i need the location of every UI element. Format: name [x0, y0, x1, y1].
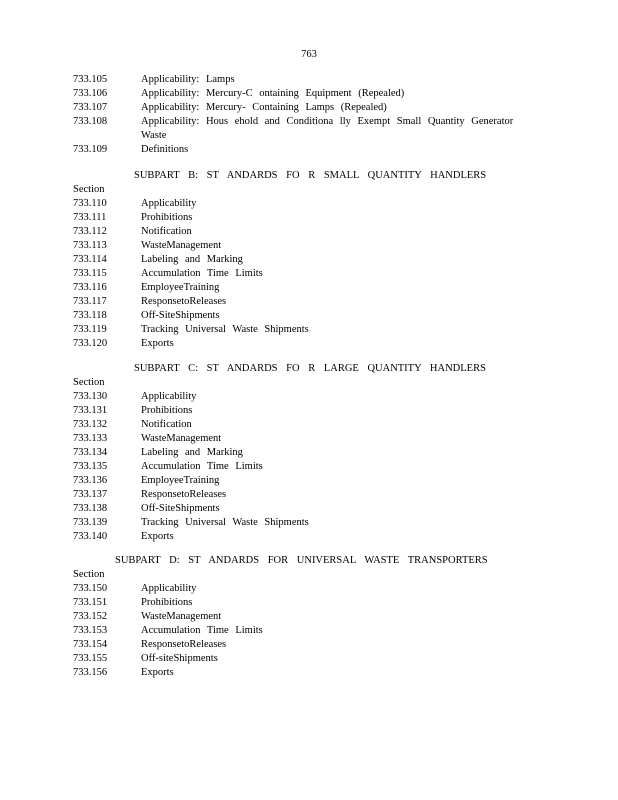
subpart-heading: SUBPART C: ST ANDARDS FO R LARGE QUANTITY HANDLERS — [134, 363, 486, 374]
toc-entry — [0, 73, 618, 87]
section-number: 733.120 — [73, 338, 108, 349]
toc-entry — [0, 460, 618, 474]
toc-entry — [0, 197, 618, 211]
toc-entry — [0, 281, 618, 295]
section-title: ResponsetoReleases — [141, 489, 227, 500]
section-title: Exports — [141, 667, 174, 678]
toc-entry — [0, 115, 618, 143]
section-title: Tracking Universal Waste Shipments — [141, 324, 309, 335]
section-number: 733.150 — [73, 583, 108, 594]
section-title: EmployeeTraining — [141, 475, 220, 486]
page-number: 763 — [301, 49, 317, 60]
section-number: 733.107 — [73, 102, 108, 113]
section-number: 733.105 — [73, 74, 108, 85]
subpart-b — [0, 169, 618, 351]
section-title: Accumulation Time Limits — [141, 461, 263, 472]
toc-entry — [0, 101, 618, 115]
section-number: 733.132 — [73, 419, 108, 430]
section-title: Labeling and Marking — [141, 447, 243, 458]
section-label: Section — [73, 377, 105, 388]
section-title: Prohibitions — [141, 212, 193, 223]
toc-entry — [0, 488, 618, 502]
toc-entry — [0, 239, 618, 253]
section-label: Section — [73, 184, 105, 195]
section-number: 733.111 — [73, 212, 107, 223]
section-number: 733.153 — [73, 625, 108, 636]
section-title: EmployeeTraining — [141, 282, 220, 293]
toc-entry — [0, 309, 618, 323]
section-title: Notification — [141, 226, 192, 237]
section-number: 733.138 — [73, 503, 108, 514]
toc-entry — [0, 295, 618, 309]
section-number: 733.118 — [73, 310, 107, 321]
toc-entry — [0, 596, 618, 610]
section-number: 733.155 — [73, 653, 108, 664]
toc-entry — [0, 610, 618, 624]
section-title: ResponsetoReleases — [141, 296, 227, 307]
section-number: 733.139 — [73, 517, 108, 528]
toc-entry — [0, 87, 618, 101]
toc-entry — [0, 267, 618, 281]
section-number: 733.115 — [73, 268, 107, 279]
toc-entry — [0, 502, 618, 516]
toc-entry — [0, 652, 618, 666]
section-title: Applicability: Hous ehold and Conditiona lly Exempt Small Quantity Generator Waste — [141, 116, 514, 141]
section-title: Accumulation Time Limits — [141, 268, 263, 279]
section-title: Applicability: Mercury- Containing Lamps (Repealed) — [141, 102, 387, 113]
section-label: Section — [73, 569, 105, 580]
section-number: 733.137 — [73, 489, 108, 500]
section-number: 733.109 — [73, 144, 108, 155]
toc-entry — [0, 582, 618, 596]
section-number: 733.151 — [73, 597, 108, 608]
subpart-c — [0, 362, 618, 544]
section-title: Applicability — [141, 583, 197, 594]
section-title: Applicability — [141, 391, 197, 402]
top-entries — [0, 73, 618, 157]
section-number: 733.119 — [73, 324, 107, 335]
section-title: Off-SiteShipments — [141, 503, 220, 514]
section-number: 733.136 — [73, 475, 108, 486]
toc-entry — [0, 638, 618, 652]
subpart-heading: SUBPART D: ST ANDARDS FOR UNIVERSAL WASTE TRANSPORTERS — [115, 555, 488, 566]
toc-entry — [0, 253, 618, 267]
toc-entry — [0, 446, 618, 460]
section-number: 733.152 — [73, 611, 108, 622]
section-title: WasteManagement — [141, 433, 222, 444]
subpart-heading: SUBPART B: ST ANDARDS FO R SMALL QUANTITY HANDLERS — [134, 170, 487, 181]
section-number: 733.117 — [73, 296, 107, 307]
section-title: ResponsetoReleases — [141, 639, 227, 650]
section-number: 733.131 — [73, 405, 108, 416]
section-title: Exports — [141, 531, 174, 542]
subpart-d — [0, 554, 618, 680]
toc-entry — [0, 474, 618, 488]
section-number: 733.133 — [73, 433, 108, 444]
section-title: WasteManagement — [141, 240, 222, 251]
section-number: 733.134 — [73, 447, 108, 458]
section-number: 733.113 — [73, 240, 107, 251]
section-number: 733.108 — [73, 116, 108, 127]
section-title: Accumulation Time Limits — [141, 625, 263, 636]
toc-entry — [0, 211, 618, 225]
section-title: Notification — [141, 419, 192, 430]
section-title: Exports — [141, 338, 174, 349]
section-title: Applicability — [141, 198, 197, 209]
toc-entry — [0, 624, 618, 638]
section-number: 733.110 — [73, 198, 107, 209]
section-title: Prohibitions — [141, 405, 193, 416]
toc-entry — [0, 225, 618, 239]
toc-entry — [0, 404, 618, 418]
section-title: WasteManagement — [141, 611, 222, 622]
section-number: 733.140 — [73, 531, 108, 542]
section-number: 733.130 — [73, 391, 108, 402]
toc-entry — [0, 418, 618, 432]
section-number: 733.156 — [73, 667, 108, 678]
section-title: Off-siteShipments — [141, 653, 218, 664]
section-number: 733.114 — [73, 254, 107, 265]
section-number: 733.106 — [73, 88, 108, 99]
section-title: Prohibitions — [141, 597, 193, 608]
section-title: Applicability: Lamps — [141, 74, 235, 85]
toc-entry — [0, 516, 618, 530]
section-number: 733.154 — [73, 639, 108, 650]
toc-entry — [0, 432, 618, 446]
toc-entry — [0, 530, 618, 544]
section-number: 733.135 — [73, 461, 108, 472]
toc-entry — [0, 323, 618, 337]
toc-entry — [0, 666, 618, 680]
section-title: Definitions — [141, 144, 189, 155]
toc-entry — [0, 337, 618, 351]
section-number: 733.116 — [73, 282, 107, 293]
section-title: Applicability: Mercury-C ontaining Equipment (Repealed) — [141, 88, 405, 99]
section-title: Labeling and Marking — [141, 254, 243, 265]
section-number: 733.112 — [73, 226, 107, 237]
toc-entry — [0, 143, 618, 157]
section-title: Off-SiteShipments — [141, 310, 220, 321]
toc-entry — [0, 390, 618, 404]
section-title: Tracking Universal Waste Shipments — [141, 517, 309, 528]
